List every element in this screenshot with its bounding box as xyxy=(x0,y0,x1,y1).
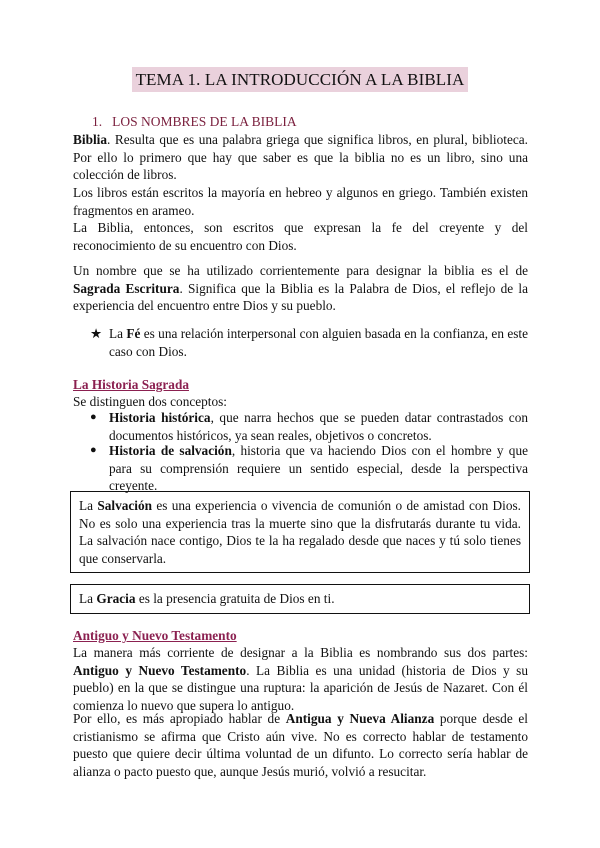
bullet-icon: ● xyxy=(90,444,97,456)
star-bullet-icon: ★ xyxy=(90,326,102,341)
paragraph-text: . Significa que la Biblia es la Palabra de Dios, el reflejo de la experiencia del encuentro entre Dios y su pueblo. xyxy=(73,280,528,314)
paragraph-sagrada-escritura xyxy=(73,262,528,315)
term-salvacion: Salvación xyxy=(97,498,153,513)
paragraph-text: . La Biblia es una unidad (historia de Dios y su pueblo) en la que se distingue una ruptura: la aparición de Jesús de Nazaret. Con él comienza lo nuevo que supera lo antiguo. xyxy=(73,662,529,713)
callout-box-salvacion xyxy=(70,491,530,573)
paragraph-intro-conceptos xyxy=(73,393,528,411)
paragraph-text: Por ello, es más apropiado hablar de xyxy=(73,711,286,726)
paragraph-testamento xyxy=(73,644,528,714)
term-historia-salvacion: Historia de salvación xyxy=(109,443,232,458)
box-text: es una experiencia o vivencia de comunión o de amistad con Dios. No es solo una experiencia tras la muerte sino que la disfrutarás durante tu vida. La salvación nace contigo, Dios te la ha regalado desde que naces y tú solo tienes que conservarla. xyxy=(79,498,521,566)
term-gracia: Gracia xyxy=(96,591,136,606)
term-fe: Fé xyxy=(126,326,141,341)
paragraph-alianza xyxy=(73,710,528,780)
page-title xyxy=(0,70,600,90)
item-text: La xyxy=(109,326,127,341)
item-text: , que narra hechos que se pueden datar contrastados con documentos históricos, ya sean reales, objetivos o concretos. xyxy=(109,410,529,443)
subheading-historia-sagrada: La Historia Sagrada xyxy=(73,377,189,392)
item-text: , historia que va haciendo Dios con el hombre y que para su comprensión requiere un sentido especial, desde la perspectiva creyente. xyxy=(109,443,529,494)
box-text: es la presencia gratuita de Dios en ti. xyxy=(135,591,335,606)
callout-box-gracia xyxy=(70,584,530,614)
section-heading xyxy=(92,114,297,130)
list-item xyxy=(90,442,528,495)
section-label: LOS NOMBRES DE LA BIBLIA xyxy=(112,114,297,129)
bullet-icon: ● xyxy=(90,411,97,423)
paragraph-text: Un nombre que se ha utilizado corrientemente para designar la biblia es el de xyxy=(73,263,528,278)
paragraph-text: porque desde el cristianismo se afirma que Cristo aún vive. No es correcto hablar de testamento puesto que quiere decir última voluntad de un difunto. Lo correcto sería hablar de alianza o pacto puesto que, aunque Jesús murió, volvió a resucitar. xyxy=(73,711,528,779)
section-number: 1. xyxy=(92,114,103,129)
paragraph-text: La Biblia, entonces, son escritos que expresan la fe del creyente y del reconocimiento de su encuentro con Dios. xyxy=(73,220,528,253)
paragraph-text: . Resulta que es una palabra griega que significa libros, en plural, biblioteca. Por ello lo primero que hay que saber es que la biblia no es un libro, sino una colección de libros. xyxy=(73,132,528,183)
list-item xyxy=(90,409,528,444)
subheading-antiguo-nuevo-testamento: Antiguo y Nuevo Testamento xyxy=(73,628,237,643)
paragraph-text: La manera más corriente de designar a la Biblia es nombrando sus dos partes: xyxy=(73,645,528,660)
paragraph-escritos xyxy=(73,219,528,254)
paragraph-biblia xyxy=(73,131,528,184)
paragraph-idiomas xyxy=(73,184,528,219)
term-antigua-nueva-alianza: Antigua y Nueva Alianza xyxy=(285,711,435,726)
paragraph-text: Se distinguen dos conceptos: xyxy=(73,394,228,409)
term-biblia: Biblia xyxy=(73,132,107,147)
star-list-item xyxy=(90,325,528,360)
term-antiguo-nuevo-testamento: Antiguo y Nuevo Testamento xyxy=(73,662,247,678)
page-title-text: TEMA 1. LA INTRODUCCIÓN A LA BIBLIA xyxy=(132,67,469,92)
box-text: La xyxy=(79,591,97,606)
term-sagrada-escritura: Sagrada Escritura xyxy=(73,280,180,296)
box-text: La xyxy=(79,498,98,513)
paragraph-text: Los libros están escritos la mayoría en hebreo y algunos en griego. También existen fragmentos en arameo. xyxy=(73,185,528,218)
term-historia-historica: Historia histórica xyxy=(109,410,211,425)
item-text: es una relación interpersonal con alguien basada en la confianza, en este caso con Dios. xyxy=(109,326,528,359)
